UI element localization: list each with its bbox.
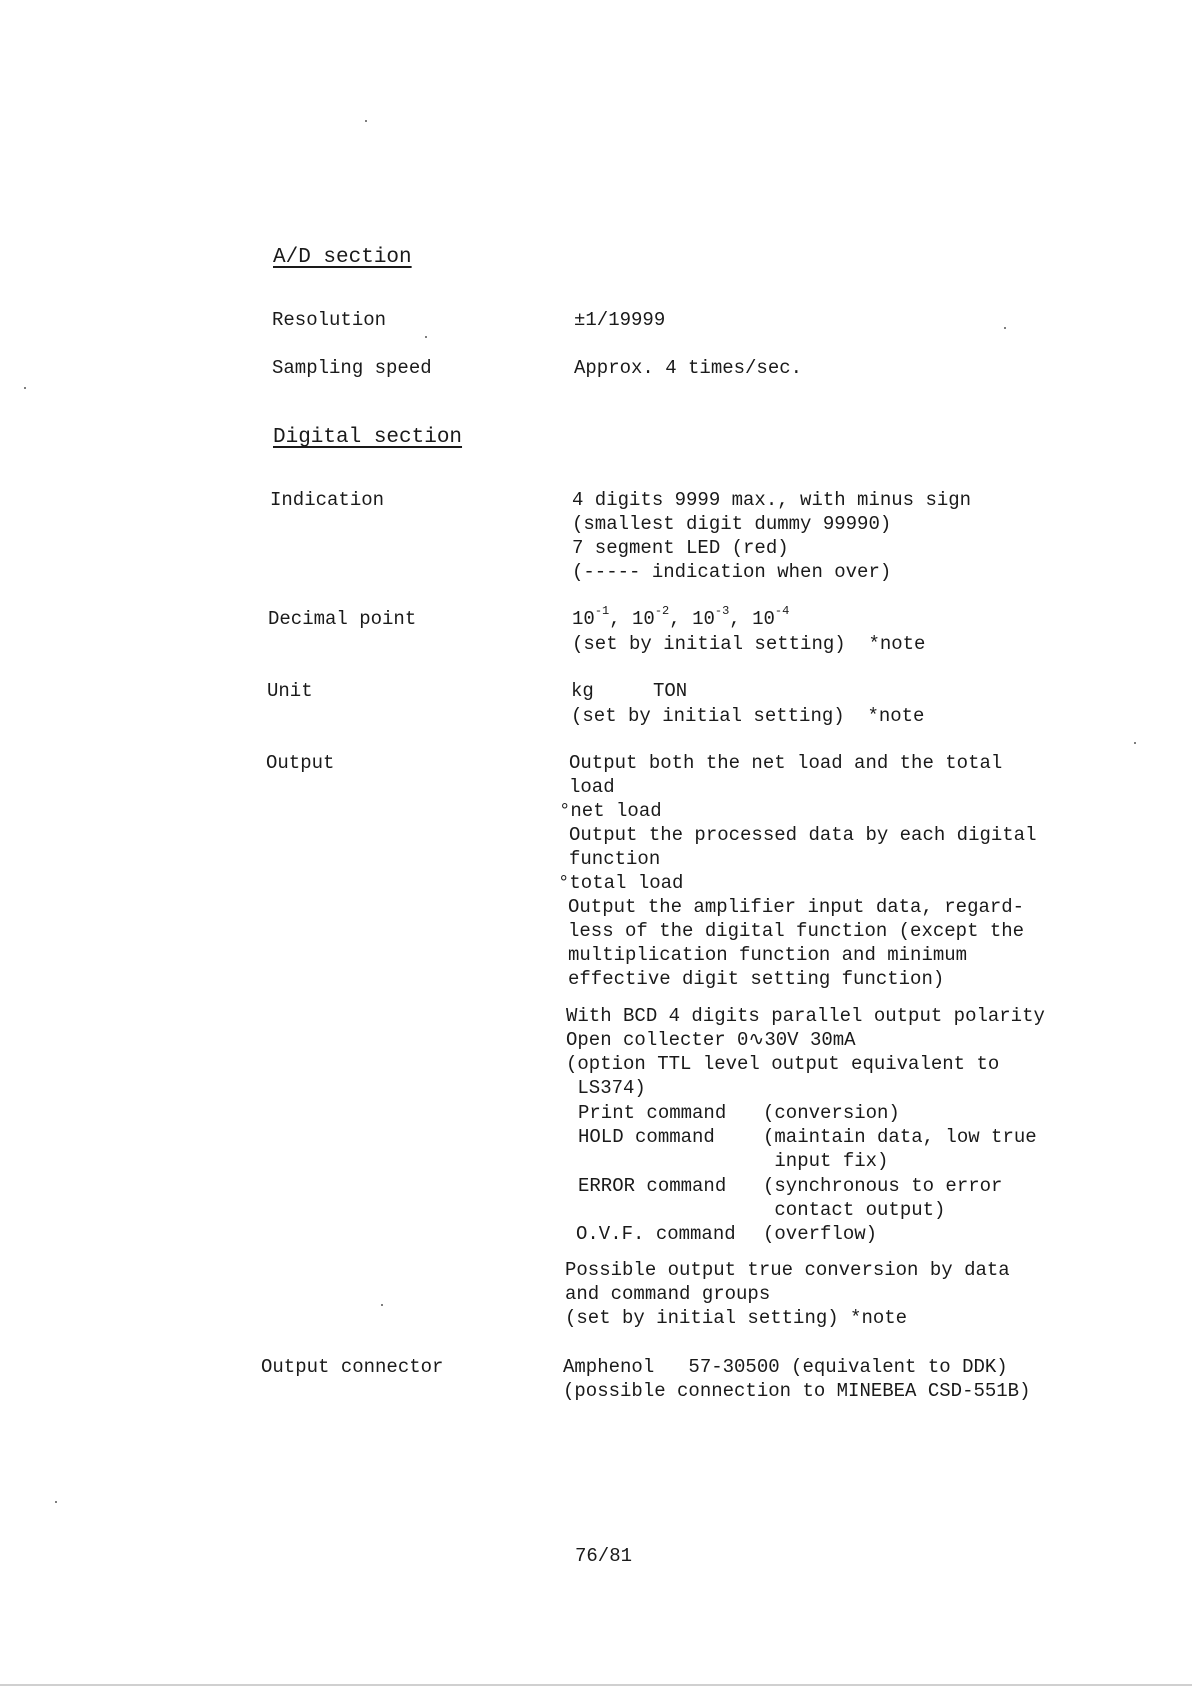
bcd-line: (option TTL level output equivalent to [566, 1053, 1000, 1075]
scan-speck [1004, 327, 1006, 329]
total-load-line: multiplication function and minimum [568, 944, 968, 966]
command-name: Print command [578, 1102, 727, 1124]
indication-line: 7 segment LED (red) [572, 537, 789, 559]
decimal-point-note: (set by initial setting) *note [572, 633, 926, 655]
unit-note: (set by initial setting) *note [571, 705, 925, 727]
scan-speck [365, 120, 367, 122]
scan-speck [55, 1501, 57, 1503]
decimal-point-values: $10^{-1}$, $10^{-2}$, $10^{-3}$, $10^{-4}$ [572, 604, 790, 630]
output-label: Output [266, 752, 335, 774]
possible-output-line: and command groups [565, 1283, 771, 1305]
command-desc: (synchronous to error [763, 1175, 1003, 1197]
output-line: Output both the net load and the total [569, 752, 1003, 774]
scan-speck [1134, 742, 1136, 744]
decimal-base: 10 [632, 608, 655, 630]
bcd-line: With BCD 4 digits parallel output polarity [566, 1005, 1045, 1027]
decimal-exponent: -1 [594, 604, 610, 618]
indication-line: (smallest digit dummy 99990) [572, 513, 892, 535]
indication-label: Indication [270, 489, 385, 511]
command-desc: (overflow) [763, 1223, 878, 1245]
unit-ton: TON [653, 680, 688, 702]
connector-line: Amphenol 57-30500 (equivalent to DDK) [563, 1356, 1008, 1378]
possible-output-line: Possible output true conversion by data [565, 1259, 1010, 1281]
decimal-exponent: -2 [654, 604, 670, 618]
decimal-point-label: Decimal point [268, 608, 417, 630]
decimal-exponent: -3 [714, 604, 730, 618]
net-load-heading: °net load [559, 800, 662, 822]
total-load-line: effective digit setting function) [568, 968, 945, 990]
decimal-base: 10 [752, 608, 775, 630]
decimal-base: 10 [572, 608, 595, 630]
resolution-value: ±1/19999 [574, 309, 666, 331]
command-name: O.V.F. command [576, 1223, 736, 1245]
command-name: ERROR command [578, 1175, 727, 1197]
sampling-speed-label: Sampling speed [272, 357, 432, 379]
decimal-exponent: -4 [774, 604, 790, 618]
indication-line: (----- indication when over) [572, 561, 892, 583]
unit-label: Unit [267, 680, 313, 702]
scan-speck [381, 1304, 383, 1306]
digital-section-heading: Digital section [273, 426, 463, 449]
scan-speck [24, 387, 26, 389]
possible-output-line: (set by initial setting) *note [565, 1307, 908, 1329]
command-desc: input fix) [763, 1150, 889, 1172]
resolution-label: Resolution [272, 309, 387, 331]
connector-line: (possible connection to MINEBEA CSD-551B) [563, 1380, 1031, 1402]
output-connector-label: Output connector [261, 1356, 444, 1378]
command-desc: (conversion) [763, 1102, 900, 1124]
total-load-line: Output the amplifier input data, regard- [568, 896, 1025, 918]
command-name: HOLD command [578, 1126, 715, 1148]
net-load-line: Output the processed data by each digital [569, 824, 1037, 846]
total-load-line: less of the digital function (except the [568, 920, 1025, 942]
bcd-line: Open collecter 0∿30V 30mA [566, 1029, 856, 1051]
bcd-line: LS374) [566, 1077, 646, 1099]
unit-kg: kg [571, 680, 594, 702]
page-number: 76/81 [575, 1545, 633, 1567]
output-line: load [569, 776, 615, 798]
ad-section-heading: A/D section [273, 246, 412, 269]
decimal-base: 10 [692, 608, 715, 630]
scan-speck [425, 336, 427, 338]
command-desc: contact output) [763, 1199, 946, 1221]
indication-line: 4 digits 9999 max., with minus sign [572, 489, 972, 511]
net-load-line: function [569, 848, 661, 870]
sampling-speed-value: Approx. 4 times/sec. [574, 357, 803, 379]
total-load-heading: °total load [558, 872, 684, 894]
command-desc: (maintain data, low true [763, 1126, 1037, 1148]
